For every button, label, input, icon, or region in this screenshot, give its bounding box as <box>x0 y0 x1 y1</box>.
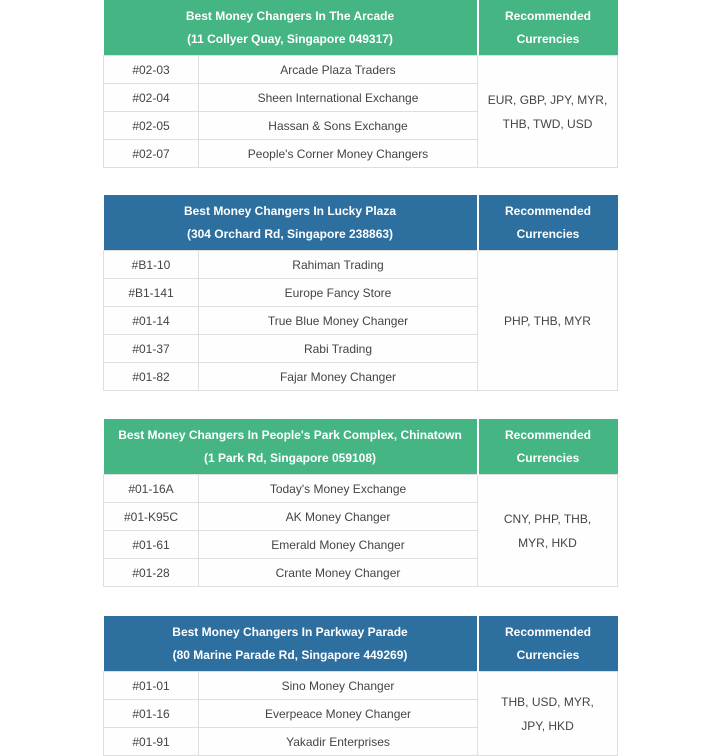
table-title: Best Money Changers In Lucky Plaza <box>183 203 397 218</box>
name-cell: Today's Money Exchange <box>199 475 478 503</box>
recommended-currencies-header: Recommended Currencies <box>478 419 618 475</box>
unit-cell: #01-28 <box>104 559 199 587</box>
name-cell: Crante Money Changer <box>199 559 478 587</box>
recommended-currencies-header: Recommended Currencies <box>478 616 618 672</box>
unit-cell: #B1-10 <box>104 251 199 279</box>
recommended-currencies-header: Recommended Currencies <box>478 0 618 56</box>
table-address: (304 Orchard Rd, Singapore 238863) <box>186 226 394 241</box>
unit-cell: #01-K95C <box>104 503 199 531</box>
name-cell: Yakadir Enterprises <box>199 728 478 756</box>
unit-cell: #02-07 <box>104 140 199 168</box>
table-row <box>104 251 618 279</box>
currencies-line: THB, USD, MYR, <box>501 694 594 709</box>
table-title: Best Money Changers In Parkway Parade <box>172 624 408 639</box>
name-cell: Everpeace Money Changer <box>199 700 478 728</box>
name-cell: People's Corner Money Changers <box>199 140 478 168</box>
name-cell: Rahiman Trading <box>199 251 478 279</box>
currencies-line: PHP, THB, MYR <box>504 313 591 328</box>
name-cell: Hassan & Sons Exchange <box>199 112 478 140</box>
table-address: (1 Park Rd, Singapore 059108) <box>203 450 377 465</box>
currencies-cell <box>478 251 618 391</box>
unit-cell: #01-91 <box>104 728 199 756</box>
unit-cell: #01-16A <box>104 475 199 503</box>
table-row <box>104 475 618 503</box>
recommended-currencies-header: Recommended Currencies <box>478 195 618 251</box>
unit-cell: #02-04 <box>104 84 199 112</box>
table-header-row <box>104 195 618 251</box>
name-cell: Europe Fancy Store <box>199 279 478 307</box>
table-parkway-parade <box>103 616 618 756</box>
currencies-line: JPY, HKD <box>521 718 574 733</box>
table-title: Best Money Changers In People's Park Complex, Chinatown <box>118 427 462 442</box>
table-address: (80 Marine Parade Rd, Singapore 449269) <box>172 647 408 662</box>
table-title-header <box>104 195 478 251</box>
unit-cell: #01-01 <box>104 672 199 700</box>
unit-cell: #02-05 <box>104 112 199 140</box>
name-cell: Sino Money Changer <box>199 672 478 700</box>
name-cell: Sheen International Exchange <box>199 84 478 112</box>
table-header-row <box>104 0 618 56</box>
unit-cell: #01-37 <box>104 335 199 363</box>
money-changers-page <box>103 0 617 756</box>
name-cell: Arcade Plaza Traders <box>199 56 478 84</box>
table-address: (11 Collyer Quay, Singapore 049317) <box>187 31 393 46</box>
name-cell: Emerald Money Changer <box>199 531 478 559</box>
unit-cell: #01-61 <box>104 531 199 559</box>
table-title: Best Money Changers In The Arcade <box>185 8 395 23</box>
currencies-line: THB, TWD, USD <box>502 116 593 131</box>
unit-cell: #01-82 <box>104 363 199 391</box>
table-title-header <box>104 616 478 672</box>
unit-cell: #01-16 <box>104 700 199 728</box>
currencies-line: MYR, HKD <box>518 535 577 550</box>
table-title-header <box>104 419 478 475</box>
table-row <box>104 672 618 700</box>
name-cell: Fajar Money Changer <box>199 363 478 391</box>
name-cell: Rabi Trading <box>199 335 478 363</box>
name-cell: True Blue Money Changer <box>199 307 478 335</box>
table-title-header <box>104 0 478 56</box>
table-row <box>104 56 618 84</box>
currencies-cell <box>478 672 618 756</box>
table-the-arcade <box>103 0 618 168</box>
currencies-cell <box>478 475 618 587</box>
table-peoples-park-complex <box>103 419 618 587</box>
table-header-row <box>104 419 618 475</box>
currencies-cell <box>478 56 618 168</box>
unit-cell: #02-03 <box>104 56 199 84</box>
unit-cell: #01-14 <box>104 307 199 335</box>
unit-cell: #B1-141 <box>104 279 199 307</box>
currencies-line: CNY, PHP, THB, <box>503 511 592 526</box>
table-header-row <box>104 616 618 672</box>
table-lucky-plaza <box>103 195 618 391</box>
name-cell: AK Money Changer <box>199 503 478 531</box>
currencies-line: EUR, GBP, JPY, MYR, <box>487 92 608 107</box>
